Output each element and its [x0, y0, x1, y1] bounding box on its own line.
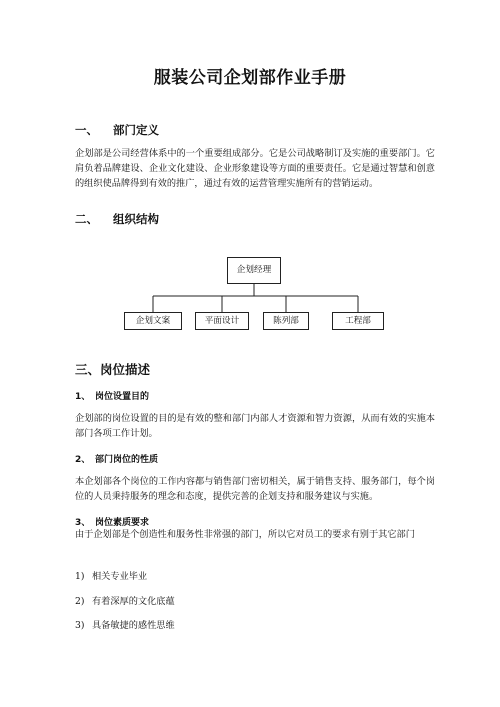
list-item [75, 593, 175, 607]
list-item-number: 1) [75, 571, 85, 582]
section-heading-org-structure [75, 211, 159, 227]
subsection-number: 3、 [75, 518, 91, 528]
list-item [75, 568, 147, 582]
requirements-paragraph: 由于企划部是个创造性和服务性非常强的部门，所以它对员工的要求有别于其它部门 [75, 529, 415, 540]
list-item-text: 相关专业毕业 [92, 571, 148, 582]
subsection-title: 部门岗位的性质 [95, 455, 159, 465]
list-item-text: 具备敏捷的感性思维 [92, 620, 175, 631]
org-node-display: 陈列部 [263, 312, 309, 330]
subsection-heading-nature [75, 452, 158, 465]
section-heading-job-description: 三、岗位描述 [75, 362, 151, 377]
nature-paragraph: 本企划部各个岗位的工作内容都与销售部门密切相关，属于销售支持、服务部门，每个岗位的人员秉持服务的理念和态度，提供完善的企划支持和服务建议与实施。 [75, 476, 435, 502]
org-node-graphic-design: 平面设计 [195, 312, 249, 330]
section-title: 部门定义 [113, 123, 159, 137]
org-node-planning-manager: 企划经理 [227, 257, 281, 284]
org-node-copywriting: 企划文案 [124, 312, 182, 330]
list-item-text: 有着深厚的文化底蕴 [92, 596, 175, 607]
page-title: 服装公司企划部作业手册 [153, 68, 347, 88]
org-node-engineering: 工程部 [332, 312, 384, 330]
subsection-number: 2、 [75, 455, 91, 465]
list-item-number: 2) [75, 596, 85, 607]
list-item [75, 617, 175, 631]
section-title: 组织结构 [113, 212, 159, 226]
section-heading-department-definition [75, 122, 159, 138]
subsection-title: 岗位素质要求 [95, 518, 150, 528]
section-number: 一、 [75, 123, 98, 137]
department-definition-paragraph: 企划部是公司经营体系中的一个重要组成部分。它是公司战略制订及实施的重要部门。它肩负着品牌建设、企业文化建设、企业形象建设等方面的重要责任。它是通过智慧和创意的组织使品牌得到有效的推广，通过有效的运营管理实施所有的营销运动。 [75, 148, 435, 189]
list-item-number: 3) [75, 620, 85, 631]
section-number: 二、 [75, 212, 98, 226]
purpose-paragraph: 企划部的岗位设置的目的是有效的整和部门内部人才资源和智力资源，从而有效的实施本部门各项工作计划。 [75, 413, 435, 439]
subsection-heading-purpose [75, 389, 149, 402]
subsection-title: 岗位设置目的 [95, 392, 150, 402]
subsection-number: 1、 [75, 392, 91, 402]
